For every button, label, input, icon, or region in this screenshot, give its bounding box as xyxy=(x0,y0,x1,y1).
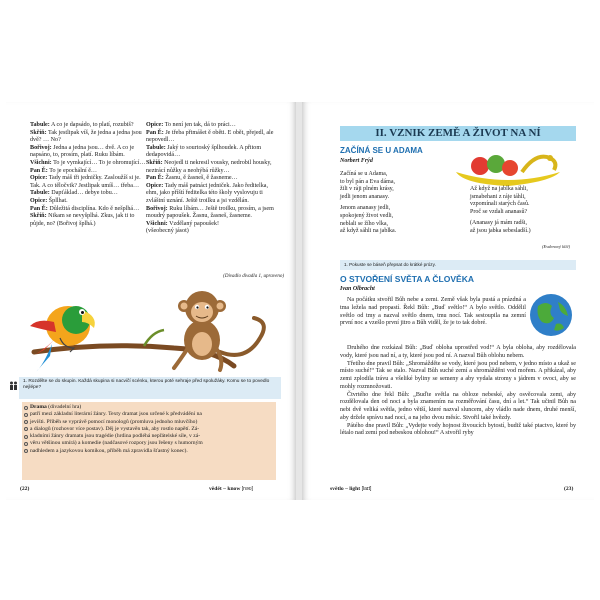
dialogue-text: To je vymkající… To je ohromující… xyxy=(53,159,146,166)
right-page xyxy=(302,102,594,500)
drama-text: věru většinou umírá) a komedie (nadčasové rozpory jsou řešeny s humorným xyxy=(30,440,203,447)
dialogue-text: A co je dapsádo, to platí, rozubiš? xyxy=(50,122,134,128)
dialogue-text: (všeobecný jásot) xyxy=(146,228,189,235)
dialogue-line xyxy=(30,145,148,160)
dialogue-text: To není jen tak, dá to práci… xyxy=(164,122,236,128)
poem-line: neblali se žího vlka, xyxy=(340,220,388,227)
bullet-circle-icon xyxy=(24,420,28,424)
footer-vocab-left xyxy=(209,486,253,492)
speaker-name: Opice: xyxy=(146,182,164,189)
prose-paragraph: Na počátku stvořil Bůh nebe a zemi. Země však byla pustá a prázdná a tma ležela nad propastí. Řekl Bůh: „Buď světlo!“ A bylo světlo. Oddělil světlo od tmy a nazval světlo dnem, tmu nocí. Tak sestoupila na zemní první noc a vzešlo první jitro a Bůh viděl, že je to tak dobré. xyxy=(340,297,526,327)
dialogue-line xyxy=(30,190,148,198)
author-olbracht: Ivan Olbracht xyxy=(340,286,375,292)
dialogue-text: Žasnu, ě žasneš, ě žasneme… xyxy=(165,175,238,182)
footer-vocab-right xyxy=(330,486,371,492)
parrot-monkey-illustration xyxy=(24,282,280,374)
dialogue-line xyxy=(146,130,276,145)
people-icon xyxy=(9,381,18,392)
footer-pronunciation: [nəʊ] xyxy=(241,486,253,492)
globe-illustration xyxy=(528,292,574,338)
task-box: 1. Rozdělte se do skupin. Každá skupina si nacvičí scénku, kterou poté sehraje před spolužáky. Komu se to povedlo nejlépe? xyxy=(19,377,281,399)
prose-paragraph: Třetího dne pravil Bůh: „Shromážděte se vody, které jsou pod nebem, v jedno místo a ukaž se místo suché!“ Tak se stalo. Nazval Bůh suché zemí a shromážděni vod mořem. A přikázal, aby zemi zplodila trávu a všeliké byliny se semeny a aby vydala stromy s jádrem v ovoci, aby se mohly rozmnožovati. xyxy=(340,360,576,390)
poem-line: Začíná se u Adama, xyxy=(340,171,388,177)
dialogue-text: Jaký to sourtoský šplhoudek. A přitom dedapovidá… xyxy=(146,144,262,159)
drama-text: patří mezi základní literární žánry. Texty dramat jsou určené k předvádění na xyxy=(30,411,202,418)
dialogue-text: Tak jestlipak víš, že jedna a jedna jsou dvě? … No? xyxy=(30,129,142,144)
task-box-poem: 1. Pokuste se báseň přepsat do krátké prózy. xyxy=(340,260,576,270)
dialogue-column-2 xyxy=(146,122,276,236)
drama-text: nadhledem a jazykovou komikou, příběh má zpravidla šťastný konec). xyxy=(30,447,188,454)
dialogue-text: Nikam se nevyšplhá. Zkus, jak ti to půjde, no? (Bořivoj šplhá.) xyxy=(30,213,135,227)
dialogue-line xyxy=(146,145,276,160)
monkey-illustration xyxy=(174,291,264,370)
speaker-name: Tabule: xyxy=(146,144,166,151)
poem-line: Až když na jablka sáhli, xyxy=(470,186,528,192)
dialogue-text: To je epochální ě… xyxy=(49,167,98,174)
poem-source: (Evdenový klíč) xyxy=(542,244,571,249)
drama-text: a dialogů (rozhovor více postav). Děj je vystavěn tak, aby rostlo napětí. Zá- xyxy=(30,425,200,432)
dialogue-text: Vzdělaný papoušek! xyxy=(169,220,220,227)
speaker-name: Bořivoj: xyxy=(146,205,168,212)
author-frýd: Norbert Frýd xyxy=(340,158,373,164)
bullet-circle-icon xyxy=(24,406,28,410)
source-note: (Divadlo divadla 1, upraveno) xyxy=(223,274,284,279)
apple-snake-illustration xyxy=(450,148,568,188)
drama-text: kladními žánry dramatu jsou tragédie (hrdina podléhá nepřátelské síle, v zá- xyxy=(30,433,201,440)
dialogue-line xyxy=(30,198,148,206)
dialogue-text: Tady máš patnáct jedniček. Jako ředitelka, ehm, jako příští ředitelka této školy vyslovuju ti zvláštní uznání. Ještě troilku a jsi vzdělán. xyxy=(146,182,268,204)
speaker-name: Bořivoj: xyxy=(30,144,52,151)
dialogue-line xyxy=(30,160,148,168)
speaker-name: Opice: xyxy=(30,197,48,204)
speaker-name: Opice: xyxy=(146,122,164,128)
speaker-name: Pan Ě: xyxy=(146,129,164,136)
speaker-name: Pan Ě: xyxy=(30,167,48,174)
parrot-illustration xyxy=(28,306,95,372)
dialogue-line xyxy=(146,160,276,175)
page-number-left: (22) xyxy=(20,486,30,492)
dialogue-line xyxy=(146,206,276,221)
dialogue-text: Důležitá disciplína. Kdo ě nešplhá… xyxy=(49,205,140,212)
dialogue-text: Ruku líbám… Ještě troilku, prosím, a jsem moudrý papoušek. Žasnu, žasneš, žasneme. xyxy=(146,205,274,220)
dialogue-line xyxy=(30,130,148,145)
dialogue-line xyxy=(30,175,148,190)
dialogue-line xyxy=(146,122,276,130)
drama-line xyxy=(30,448,272,455)
speaker-name: Opice: xyxy=(30,175,48,182)
dialogue-line xyxy=(146,228,276,236)
bullet-circle-icon xyxy=(24,413,28,417)
bullet-circle-icon xyxy=(24,442,28,446)
bullet-circle-icon xyxy=(24,449,28,453)
poem-line: Proč se vzdali ananasů? xyxy=(470,208,528,215)
creation-prose-wrapped xyxy=(340,297,526,328)
speaker-name: Pan Ě: xyxy=(30,205,48,212)
left-page xyxy=(6,102,296,500)
speaker-name: Skříň: xyxy=(30,213,47,220)
prose-paragraph: Pátého dne pravil Bůh: „Vydejte vody hojnost živoucích bytostí, budiž také ptactvo, které by létalo nad zemí pod nebeskou oblohou!“ A stvořil ryby xyxy=(340,422,576,437)
chapter-title: II. VZNIK ZEMĚ A ŽIVOT NA NÍ xyxy=(340,126,576,141)
poem-line: jedli jenom ananasy. xyxy=(340,193,390,200)
drama-text: jevišti. Příběh se vyprávě pomocí monologů (promluva jednoho mluvčího) xyxy=(30,418,198,425)
dialogue-line xyxy=(30,122,148,130)
dialogue-text: Špllhat. xyxy=(48,197,68,204)
speaker-name: Tabule: xyxy=(30,122,50,128)
drama-line xyxy=(30,440,272,447)
speaker-name: Skříň: xyxy=(30,129,47,136)
poem-line: vzpomínali starých časů. xyxy=(470,201,530,208)
dialogue-column-1 xyxy=(30,122,148,228)
dialogue-line xyxy=(30,168,148,176)
book-spread xyxy=(6,102,594,500)
footer-word: světlo – light xyxy=(330,486,361,492)
page-number-right: (23) xyxy=(564,486,574,492)
section-title-adam: ZAČÍNÁ SE U ADAMA xyxy=(340,146,423,155)
poem-line: Jenom ananasy jedli, xyxy=(340,205,391,212)
drama-line xyxy=(30,411,272,418)
dialogue-text: Neojedl ti nekresil vousky, nedrobil housky, neztrácí nůžky a neohýbá růžky… xyxy=(146,159,272,174)
poem-line: žili v ráji plném krásy, xyxy=(340,186,394,193)
speaker-name: Tabule: xyxy=(30,190,50,197)
speaker-name: Všichni: xyxy=(30,159,52,166)
drama-heading: Drama (divadelní hra) xyxy=(30,404,272,411)
speaker-name: Pan Ě: xyxy=(146,175,164,182)
speaker-name: Všichni: xyxy=(146,220,168,227)
bullet-circle-icon xyxy=(24,435,28,439)
dialogue-line xyxy=(30,206,148,214)
poem-line: až jsou jabka sebesladší.) xyxy=(470,227,531,234)
speaker-name: Skříň: xyxy=(146,159,163,166)
creation-prose xyxy=(340,345,576,438)
prose-paragraph: Druhého dne rozkázal Bůh: „Buď obloha uprostřed vod!“ A byla obloha, aby rozdělovala vody, které jsou nad ní, a ty, které jsou pod ní. A nazval Bůh oblohu nebem. xyxy=(340,345,576,359)
poem-line: spokojený život vedli, xyxy=(340,212,394,219)
poem-line: jsmabehani z ráje táhli, xyxy=(470,193,526,200)
poem-line: až když sáhli na jablka. xyxy=(340,228,397,235)
dialogue-line xyxy=(146,183,276,206)
section-title-creation: O STVOŘENÍ SVĚTA A ČLOVĚKA xyxy=(340,274,474,284)
drama-line xyxy=(30,419,272,426)
dialogue-text: Jedna a jedna jsou… dvě. A co je napsáno, to, prosím, platí. Ruku líbám. xyxy=(30,144,135,159)
poem-right-column xyxy=(470,186,531,236)
footer-word: vědět – know xyxy=(209,486,241,492)
dialogue-text: Je třeba přimášet ě oběti. E obět, přejedl, ale nepovedl… xyxy=(146,129,274,144)
dialogue-text: Dapťáklad… debye tobu… xyxy=(51,190,118,197)
prose-paragraph: Čtvrtého dne řekl Bůh: „Buďte světla na obloze nebeské, aby osvěcovala zemi, aby rozdělovala den od noci a byla znamením na rozměřování času, dní a let.“ Tak učinil Bůh na nebi dvě veliká světla, jedno větší, které nazval sluncem, aby vládlo nade dnem, druhé menší, aby držele správu nad nocí, a na jeho dvou měsíc. Stvořil také hvězdy. xyxy=(340,391,576,421)
drama-definition-box xyxy=(22,402,276,480)
dialogue-line xyxy=(146,175,276,183)
dialogue-line xyxy=(30,213,148,228)
poem-line: (Ananasy já mám radši, xyxy=(470,220,527,227)
bullet-circle-icon xyxy=(24,427,28,431)
poem-left-column xyxy=(340,171,396,236)
dialogue-text: Tady máš tři jedničky. Zasloužíš si je. Tak. A co těločvik? Jestlipak umíš… třeba… xyxy=(30,175,141,189)
footer-pronunciation: [laɪt] xyxy=(361,486,372,492)
poem-line: to byl pán a Eva dáma, xyxy=(340,178,395,185)
